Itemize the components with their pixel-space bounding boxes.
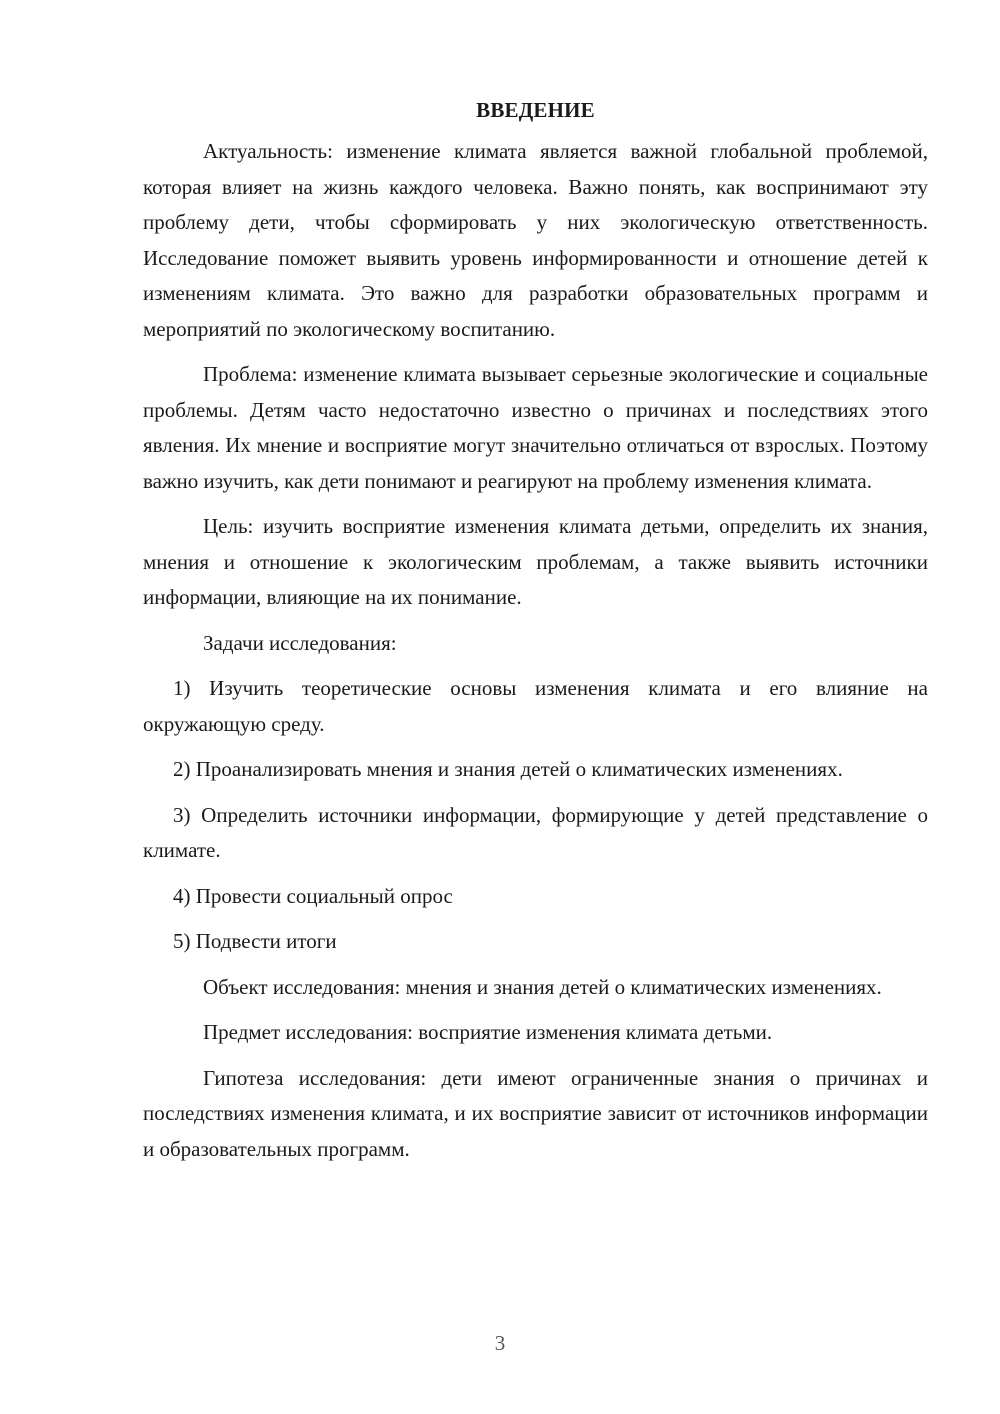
tasks-heading: Задачи исследования: — [203, 630, 397, 655]
paragraph-subject: Предмет исследования: восприятие изменения климата детьми. — [203, 1020, 773, 1044]
paragraph-hypothesis: Гипотеза исследования: дети имеют ограниченные знания о причинах и последствиях изменения климата, и их восприятие зависит от источников информации и образовательных программ. — [143, 1065, 928, 1161]
paragraph-problem: Проблема: изменение климата вызывает серьезные экологические и социальные проблемы. Детям часто недостаточно известно о причинах и последствиях этого явления. Их мнение и восприятие могут значительно отличаться от взрослых. Поэтому важно изучить, как дети понимают и реагируют на проблему изменения климата. — [143, 362, 928, 493]
task-item: 3) Определить источники информации, формирующие у детей представление о климате. — [143, 802, 928, 862]
document-page — [143, 96, 928, 1177]
page-number: 3 — [494, 1331, 506, 1355]
paragraph-relevance: Актуальность: изменение климата является важной глобальной проблемой, которая влияет на жизнь каждого человека. Важно понять, как воспринимают эту проблему дети, чтобы сформировать у них экологическую ответственность. Исследование поможет выявить уровень информированности и отношение детей к изменениям климата. Это важно для разработки образовательных программ и мероприятий по экологическому воспитанию. — [143, 139, 928, 341]
page-title: ВВЕДЕНИЕ — [476, 98, 595, 122]
task-item: 4) Провести социальный опрос — [173, 883, 453, 908]
paragraph-goal: Цель: изучить восприятие изменения климата детьми, определить их знания, мнения и отношение к экологическим проблемам, а также выявить источники информации, влияющие на их понимание. — [143, 514, 928, 609]
task-item: 2) Проанализировать мнения и знания детей о климатических изменениях. — [173, 757, 843, 781]
paragraph-object: Объект исследования: мнения и знания детей о климатических изменениях. — [203, 974, 882, 999]
task-item: 5) Подвести итоги — [173, 929, 337, 953]
task-item: 1) Изучить теоретические основы изменения климата и его влияние на окружающую среду. — [143, 676, 928, 736]
tasks-list — [143, 671, 928, 960]
